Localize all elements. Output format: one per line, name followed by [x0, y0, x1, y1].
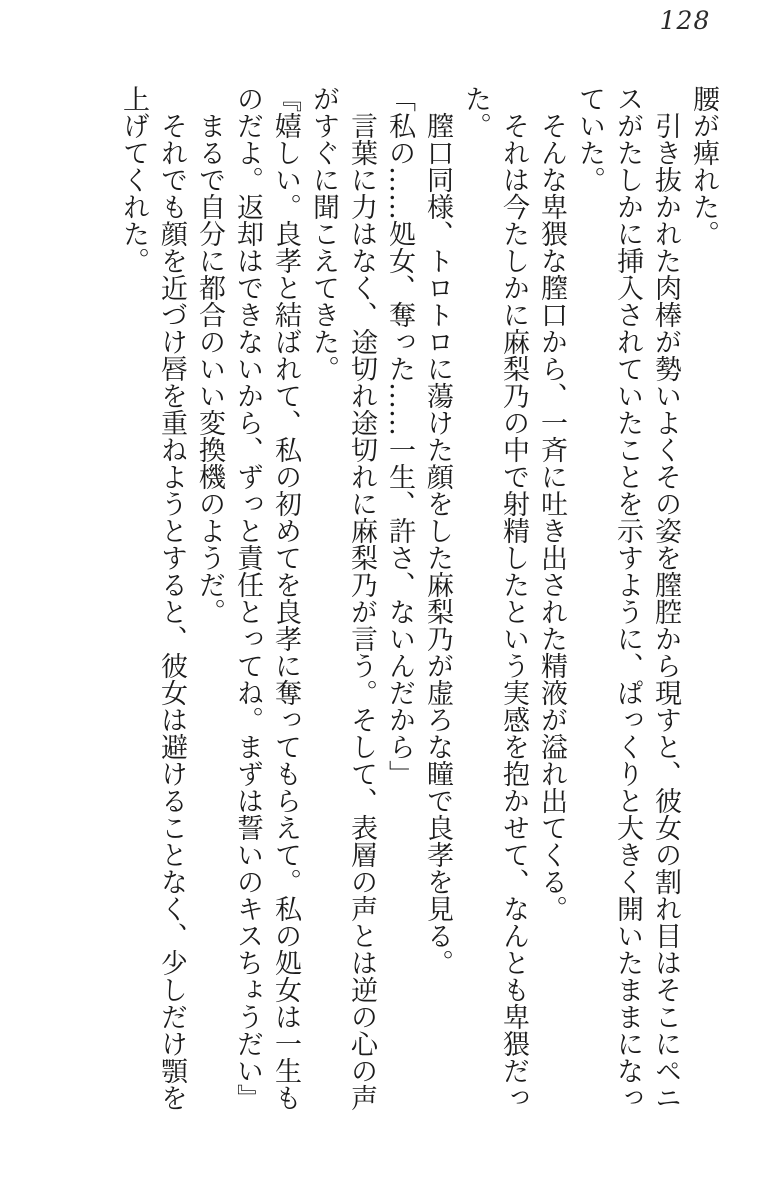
paragraph: そんな卑猥な膣口から、一斉に吐き出された精液が溢れ出てくる。	[536, 112, 567, 922]
paragraph-dialogue: 「私の……処女、奪った……一生、許さ、ないんだから」	[384, 85, 415, 787]
paragraph: 引き抜かれた肉棒が勢いよくその姿を膣腔から現すと、彼女の割れ目はそこにペニスがたしかに挿入されていたことを示すように、ぱっくりと大きく開いたままになっていた。	[574, 85, 681, 1111]
page-number: 128	[659, 6, 711, 35]
paragraph: まるで自分に都合のいい変換機のようだ。	[194, 112, 225, 625]
paragraph: 言葉に力はなく、途切れ途切れに麻梨乃が言う。そして、表層の声とは逆の心の声がすぐに聞こえてきた。	[308, 85, 377, 1111]
text-block	[114, 85, 722, 1111]
paragraph-dialogue: 『嬉しい。良孝と結ばれて、私の初めてを良孝に奪ってもらえて。私の処女は一生ものだよ。返却はできないから、ずっと責任とってね。まずは誓いのキスちょうだい』	[232, 85, 301, 1111]
paragraph: それは今たしかに麻梨乃の中で射精したという実感を抱かせて、なんとも卑猥だった。	[460, 85, 529, 1111]
paragraph: それでも顔を近づけ唇を重ねようとすると、彼女は避けることなく、少しだけ顎を上げてくれた。	[118, 85, 187, 1111]
paragraph: 腰が痺れた。	[688, 85, 719, 247]
paragraph: 膣口同様、トロトロに蕩けた顔をした麻梨乃が虚ろな瞳で良孝を見る。	[422, 112, 453, 976]
